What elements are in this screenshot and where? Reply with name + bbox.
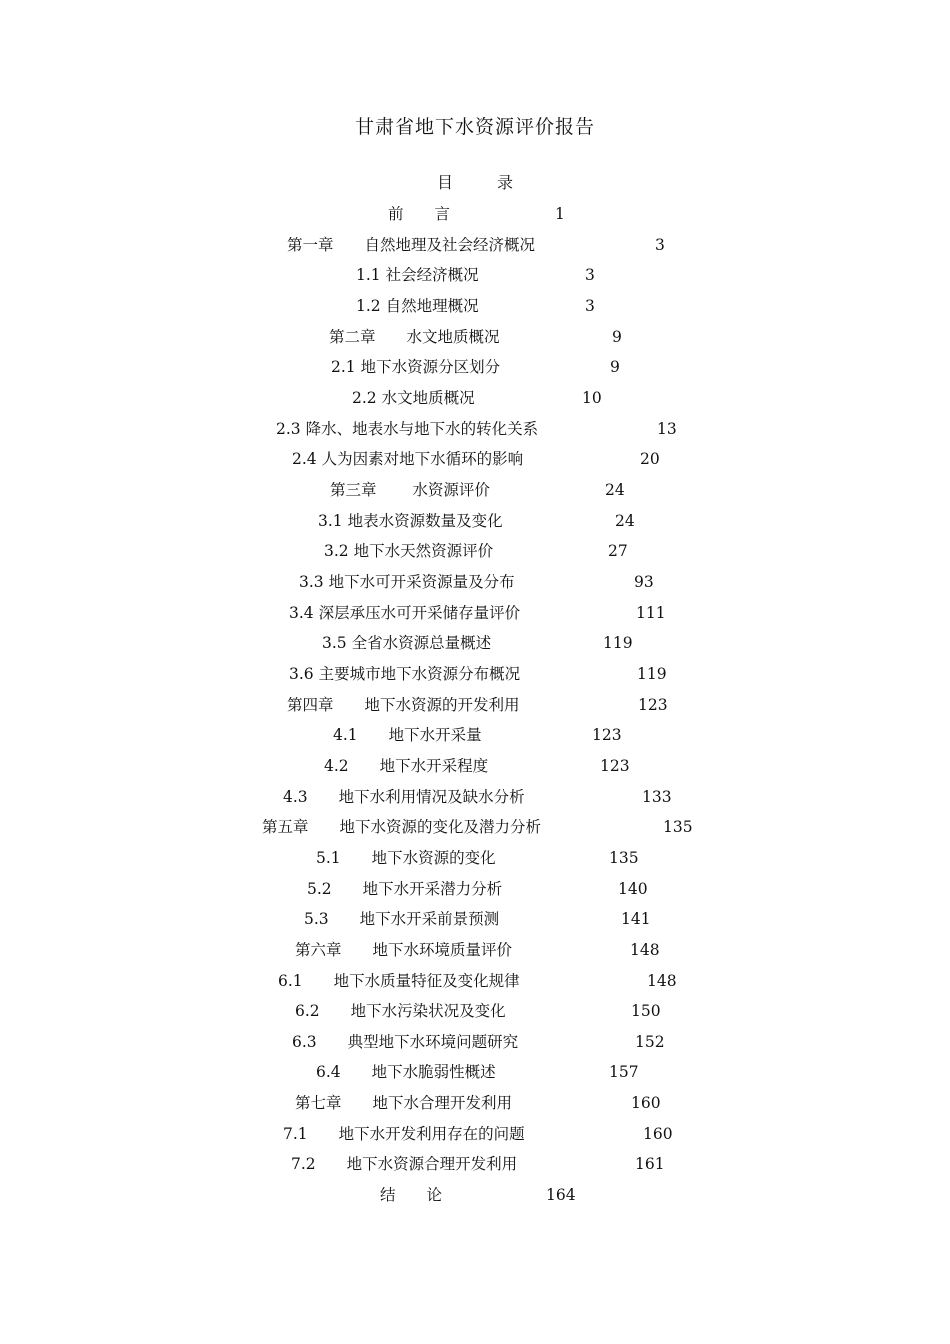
toc-entry-label: 2.1 地下水资源分区划分 <box>331 358 501 377</box>
toc-entry-page-number: 135 <box>609 848 639 867</box>
toc-entry <box>0 662 950 686</box>
toc-entry-label: 2.3 降水、地表水与地下水的转化关系 <box>276 419 539 438</box>
toc-entry-page-number: 10 <box>582 388 602 407</box>
toc-entry <box>0 263 950 287</box>
toc-entry <box>0 478 950 502</box>
toc-entry <box>0 570 950 594</box>
toc-entry <box>0 1091 950 1115</box>
toc-entry <box>0 1060 950 1084</box>
toc-entry-label: 7.1 地下水开发利用存在的问题 <box>283 1124 525 1143</box>
toc-entry-page-number: 24 <box>615 511 635 530</box>
toc-entry <box>0 417 950 441</box>
toc-entry-label: 第三章 水资源评价 <box>330 480 490 499</box>
toc-entry-page-number: 133 <box>642 787 672 806</box>
toc-entry <box>0 294 950 318</box>
toc-entry-label: 3.4 深层承压水可开采储存量评价 <box>289 603 521 622</box>
toc-entry <box>0 1122 950 1146</box>
toc-entry-page-number: 24 <box>605 480 625 499</box>
toc-entry-page-number: 141 <box>621 910 651 929</box>
toc-entry-label: 6.2 地下水污染状况及变化 <box>295 1002 506 1021</box>
toc-entry-label: 5.2 地下水开采潜力分析 <box>307 879 503 898</box>
toc-entry-page-number: 1 <box>555 205 565 223</box>
toc-entry-label: 3.2 地下水天然资源评价 <box>324 542 494 561</box>
toc-entry-label: 2.4 人为因素对地下水循环的影响 <box>292 450 524 469</box>
toc-entry-label: 7.2 地下水资源合理开发利用 <box>291 1155 518 1174</box>
toc-entry-label: 1.1 社会经济概况 <box>356 266 479 285</box>
toc-entry-label: 第七章 地下水合理开发利用 <box>295 1094 513 1113</box>
toc-entry-page-number: 150 <box>631 1002 661 1021</box>
toc-entry <box>0 601 950 625</box>
toc-entry-page-number: 93 <box>634 572 654 591</box>
toc-entry <box>0 631 950 655</box>
toc-entry <box>0 754 950 778</box>
toc-entry <box>0 877 950 901</box>
toc-entry-label: 3.1 地表水资源数量及变化 <box>318 511 503 530</box>
toc-entry-label: 2.2 水文地质概况 <box>352 388 475 407</box>
toc-entry-label: 3.3 地下水可开采资源量及分布 <box>299 572 515 591</box>
toc-entry-label: 4.1 地下水开采量 <box>333 726 482 745</box>
document-title: 甘肃省地下水资源评价报告 <box>354 116 595 138</box>
toc-entry-page-number: 123 <box>592 726 622 745</box>
toc-entry <box>0 938 950 962</box>
toc-entry-page-number: 111 <box>636 603 666 622</box>
toc-entry-page-number: 140 <box>618 879 648 898</box>
toc-entry-page-number: 3 <box>585 266 595 285</box>
toc-entry-page-number: 9 <box>610 358 620 377</box>
toc-entry <box>0 785 950 809</box>
toc-entry-page-number: 123 <box>600 756 630 775</box>
toc-entry-page-number: 3 <box>655 235 665 254</box>
toc-entry-label: 第四章 地下水资源的开发利用 <box>287 695 520 714</box>
toc-entry <box>0 386 950 410</box>
toc-entry-label: 4.2 地下水开采程度 <box>324 756 489 775</box>
toc-entry <box>0 233 950 257</box>
toc-entry-page-number: 9 <box>612 327 622 346</box>
toc-entry-label: 1.2 自然地理概况 <box>356 296 479 315</box>
toc-entry <box>0 202 950 226</box>
toc-entry <box>0 1183 950 1207</box>
toc-entry <box>0 1030 950 1054</box>
toc-entry-page-number: 3 <box>585 296 595 315</box>
toc-entry-page-number: 135 <box>663 818 693 837</box>
toc-heading-left: 目 <box>436 173 453 192</box>
toc-entry-page-number: 157 <box>609 1063 639 1082</box>
toc-entry-page-number: 27 <box>608 542 628 561</box>
toc-entry <box>0 447 950 471</box>
toc-entry-label: 3.6 主要城市地下水资源分布概况 <box>289 664 521 683</box>
toc-entry-label: 第二章 水文地质概况 <box>329 327 500 346</box>
toc-entry <box>0 969 950 993</box>
toc-entry <box>0 907 950 931</box>
toc-entry <box>0 539 950 563</box>
toc-entry-label: 第一章 自然地理及社会经济概况 <box>287 235 536 254</box>
toc-entry-page-number: 148 <box>647 971 677 990</box>
toc-entry-label: 第六章 地下水环境质量评价 <box>295 940 513 959</box>
toc-entry-page-number: 152 <box>635 1032 665 1051</box>
toc-entry <box>0 355 950 379</box>
toc-entry-label: 前 言 <box>388 205 451 223</box>
toc-entry-page-number: 119 <box>637 664 667 683</box>
toc-entry-label: 第五章 地下水资源的变化及潜力分析 <box>262 818 542 837</box>
toc-entry-page-number: 161 <box>635 1155 665 1174</box>
toc-entry-page-number: 119 <box>603 634 633 653</box>
toc-entry-label: 结 论 <box>380 1186 443 1205</box>
toc-entry-page-number: 160 <box>643 1124 673 1143</box>
toc-entry-label: 5.1 地下水资源的变化 <box>316 848 496 867</box>
toc-entry <box>0 325 950 349</box>
toc-entry-page-number: 164 <box>546 1186 576 1205</box>
toc-entry-label: 5.3 地下水开采前景预测 <box>304 910 500 929</box>
toc-heading <box>0 172 950 194</box>
toc-entry <box>0 693 950 717</box>
toc-heading-right: 录 <box>497 173 514 192</box>
toc-entry <box>0 723 950 747</box>
toc-entry <box>0 999 950 1023</box>
toc-entry <box>0 509 950 533</box>
toc-entry-label: 6.3 典型地下水环境问题研究 <box>292 1032 519 1051</box>
toc-entry-label: 6.1 地下水质量特征及变化规律 <box>278 971 520 990</box>
toc-entry-page-number: 123 <box>638 695 668 714</box>
toc-entry-label: 6.4 地下水脆弱性概述 <box>316 1063 496 1082</box>
toc-entry-label: 3.5 全省水资源总量概述 <box>322 634 492 653</box>
toc-entry-page-number: 13 <box>657 419 677 438</box>
toc-entry-label: 4.3 地下水利用情况及缺水分析 <box>283 787 525 806</box>
toc-entry <box>0 846 950 870</box>
toc-entry-page-number: 20 <box>640 450 660 469</box>
toc-entry-page-number: 148 <box>630 940 660 959</box>
toc-entry <box>0 815 950 839</box>
toc-entry-page-number: 160 <box>631 1094 661 1113</box>
toc-entry <box>0 1152 950 1176</box>
